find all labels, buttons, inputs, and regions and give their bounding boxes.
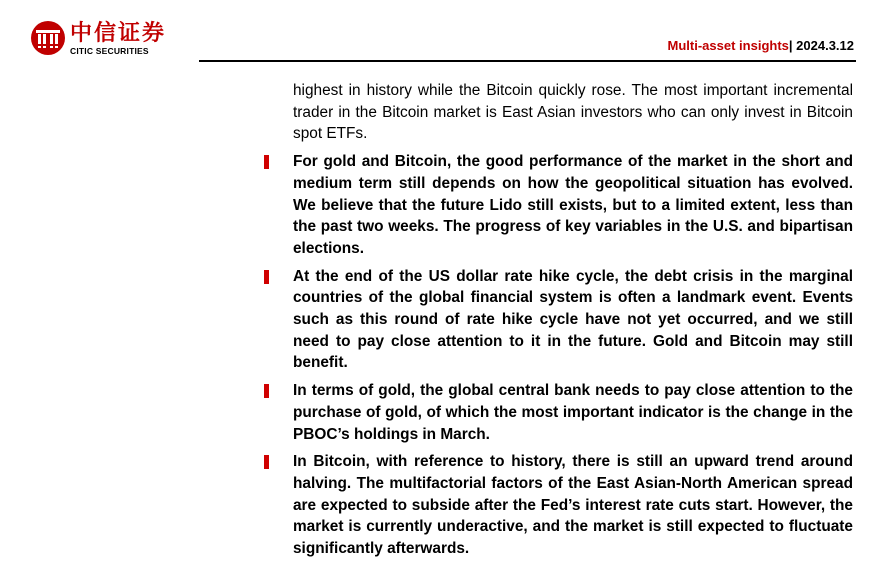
publication-date: 2024.3.12 bbox=[796, 38, 854, 53]
citic-logo-icon bbox=[30, 20, 66, 56]
red-bullet-marker bbox=[264, 270, 269, 284]
page-header bbox=[0, 0, 890, 64]
bullet-item bbox=[293, 266, 853, 375]
logo-english-name: CITIC SECURITIES bbox=[70, 45, 149, 56]
header-publication-date bbox=[668, 38, 854, 53]
red-bullet-marker bbox=[264, 455, 269, 469]
report-body bbox=[293, 80, 853, 560]
bullet-text: In Bitcoin, with reference to history, there is still an upward trend around halving. The multifactorial factors of the East Asian-North American spread are expected to subside after the Fed’s interest rate cuts start. However, the market is currently underactive, and the market is still expected to fluctuate significantly afterwards. bbox=[293, 453, 853, 558]
bullet-text: At the end of the US dollar rate hike cycle, the debt crisis in the marginal countries of the global financial system is often a landmark event. Events such as this round of rate hike cycle have not yet occurred, and we still need to pay close attention to it in the future. Gold and Bitcoin may still benefit. bbox=[293, 267, 853, 372]
citic-logo bbox=[30, 20, 166, 56]
header-rule bbox=[199, 60, 856, 62]
header-separator: | bbox=[788, 38, 793, 53]
bullet-text: In terms of gold, the global central bank needs to pay close attention to the purchase of gold, of which the most important indicator is the change in the PBOC’s holdings in March. bbox=[293, 382, 853, 443]
publication-title: Multi-asset insights bbox=[667, 38, 789, 53]
red-bullet-marker bbox=[264, 384, 269, 398]
bullet-text: For gold and Bitcoin, the good performance of the market in the short and medium term still depends on how the geopolitical situation has evolved. We believe that the future Lido still exists, but to a limited extent, less than the past two weeks. The progress of key variables in the U.S. and bipartisan elections. bbox=[293, 153, 853, 257]
bullet-item bbox=[293, 380, 853, 445]
intro-paragraph: highest in history while the Bitcoin quickly rose. The most important incremental trader in the Bitcoin market is East Asian investors who can only invest in Bitcoin spot ETFs. bbox=[293, 82, 853, 143]
bullet-item bbox=[293, 151, 853, 260]
bullet-item bbox=[293, 451, 853, 560]
logo-chinese-name: 中信证券 bbox=[70, 19, 167, 46]
red-bullet-marker bbox=[264, 155, 269, 169]
